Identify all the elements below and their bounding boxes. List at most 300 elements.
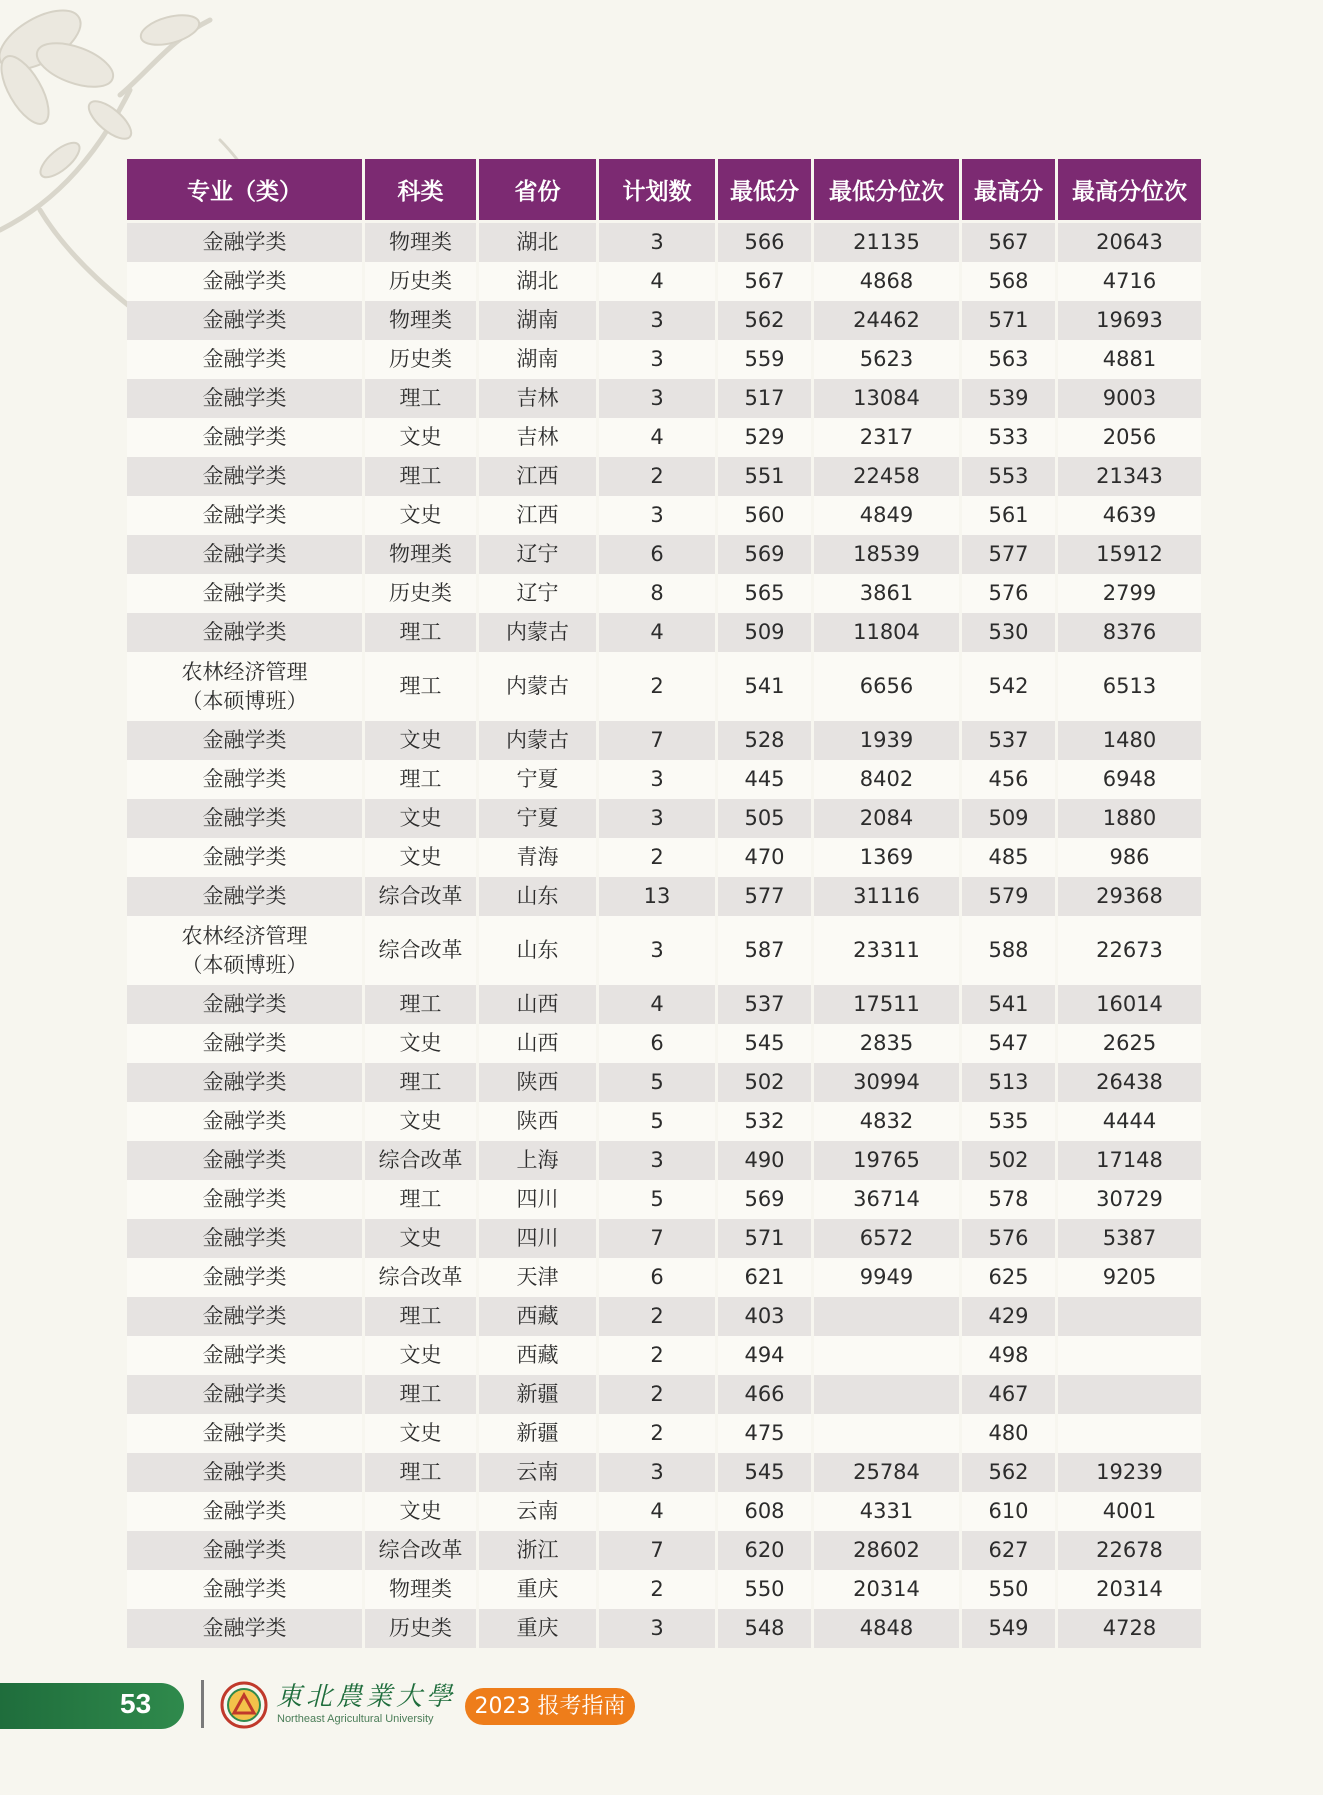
table-cell: 2835 [814,1024,959,1063]
table-cell: 吉林 [479,379,596,418]
table-cell: 4868 [814,262,959,301]
table-cell: 490 [718,1141,811,1180]
table-cell: 历史类 [365,262,476,301]
table-cell: 4001 [1058,1492,1201,1531]
table-cell: 农林经济管理 （本硕博班） [127,916,362,985]
table-cell: 13 [599,877,715,916]
column-header: 科类 [365,159,476,223]
table-cell: 金融学类 [127,1453,362,1492]
column-header: 最低分位次 [814,159,959,223]
table-cell: 文史 [365,838,476,877]
table-cell: 569 [718,1180,811,1219]
table-cell: 金融学类 [127,223,362,262]
university-name-cn: 東北農業大學 [276,1682,457,1712]
table-cell: 金融学类 [127,418,362,457]
table-cell: 金融学类 [127,838,362,877]
table-cell: 549 [962,1609,1055,1648]
table-cell: 456 [962,760,1055,799]
table-cell: 567 [962,223,1055,262]
table-cell: 4444 [1058,1102,1201,1141]
table-cell: 21343 [1058,457,1201,496]
table-cell: 辽宁 [479,535,596,574]
table-cell: 1480 [1058,721,1201,760]
table-cell [1058,1375,1201,1414]
table-cell: 608 [718,1492,811,1531]
table-cell: 577 [962,535,1055,574]
table-cell: 517 [718,379,811,418]
table-cell [1058,1336,1201,1375]
table-cell: 28602 [814,1531,959,1570]
table-row [127,1609,1201,1648]
table-cell: 4 [599,1492,715,1531]
table-cell: 20314 [1058,1570,1201,1609]
table-cell: 576 [962,574,1055,613]
admission-score-table-container [127,159,1198,1648]
table-cell: 7 [599,1531,715,1570]
table-row [127,496,1201,535]
table-cell: 529 [718,418,811,457]
table-row [127,223,1201,262]
table-cell: 理工 [365,985,476,1024]
table-cell: 新疆 [479,1414,596,1453]
table-cell: 2056 [1058,418,1201,457]
table-cell: 553 [962,457,1055,496]
table-cell: 30729 [1058,1180,1201,1219]
table-cell: 3 [599,496,715,535]
table-cell: 1939 [814,721,959,760]
table-cell: 22458 [814,457,959,496]
table-cell: 550 [962,1570,1055,1609]
table-cell: 6656 [814,652,959,721]
guide-badge: 2023 报考指南 [465,1688,635,1725]
table-cell: 历史类 [365,574,476,613]
table-cell: 2 [599,1570,715,1609]
table-cell: 568 [962,262,1055,301]
table-cell: 金融学类 [127,457,362,496]
table-row [127,760,1201,799]
table-cell: 2625 [1058,1024,1201,1063]
table-cell: 4728 [1058,1609,1201,1648]
table-row [127,1570,1201,1609]
table-cell: 19239 [1058,1453,1201,1492]
table-cell: 金融学类 [127,1063,362,1102]
table-cell: 563 [962,340,1055,379]
table-cell: 综合改革 [365,1531,476,1570]
table-cell: 金融学类 [127,799,362,838]
table-row [127,1492,1201,1531]
table-cell: 内蒙古 [479,613,596,652]
table-cell: 9003 [1058,379,1201,418]
table-cell: 3 [599,1609,715,1648]
table-cell: 576 [962,1219,1055,1258]
table-cell: 539 [962,379,1055,418]
table-cell: 3861 [814,574,959,613]
table-cell: 485 [962,838,1055,877]
table-cell: 物理类 [365,535,476,574]
table-cell: 重庆 [479,1609,596,1648]
university-logo-icon [220,1681,268,1729]
table-cell: 3 [599,916,715,985]
table-cell: 文史 [365,1102,476,1141]
table-cell: 545 [718,1024,811,1063]
table-row [127,877,1201,916]
table-cell: 宁夏 [479,760,596,799]
table-cell: 物理类 [365,1570,476,1609]
table-cell: 513 [962,1063,1055,1102]
table-row [127,1180,1201,1219]
table-row [127,1024,1201,1063]
table-cell: 22678 [1058,1531,1201,1570]
table-cell: 1880 [1058,799,1201,838]
table-cell: 3 [599,1453,715,1492]
table-row [127,457,1201,496]
column-header: 省份 [479,159,596,223]
table-row [127,1141,1201,1180]
table-cell: 湖南 [479,301,596,340]
table-cell: 17148 [1058,1141,1201,1180]
table-cell: 550 [718,1570,811,1609]
table-cell: 文史 [365,721,476,760]
table-cell: 综合改革 [365,877,476,916]
table-cell: 山西 [479,1024,596,1063]
table-cell: 四川 [479,1219,596,1258]
column-header: 最高分位次 [1058,159,1201,223]
table-cell [814,1375,959,1414]
table-cell [814,1414,959,1453]
table-cell: 8376 [1058,613,1201,652]
table-cell: 1369 [814,838,959,877]
table-row [127,1258,1201,1297]
table-cell: 535 [962,1102,1055,1141]
table-cell: 综合改革 [365,1258,476,1297]
table-cell: 理工 [365,760,476,799]
table-cell: 山东 [479,877,596,916]
table-cell: 6 [599,1258,715,1297]
table-cell: 537 [962,721,1055,760]
table-cell: 4881 [1058,340,1201,379]
table-row [127,535,1201,574]
table-cell: 4331 [814,1492,959,1531]
table-cell: 4 [599,985,715,1024]
table-cell: 467 [962,1375,1055,1414]
table-cell: 3 [599,760,715,799]
table-cell: 5 [599,1180,715,1219]
table-cell: 29368 [1058,877,1201,916]
table-cell: 四川 [479,1180,596,1219]
table-cell: 湖北 [479,262,596,301]
table-cell: 文史 [365,418,476,457]
table-cell: 494 [718,1336,811,1375]
table-cell: 浙江 [479,1531,596,1570]
table-header [127,159,1201,223]
table-cell: 云南 [479,1492,596,1531]
table-cell: 金融学类 [127,613,362,652]
table-cell: 文史 [365,799,476,838]
column-header: 最高分 [962,159,1055,223]
table-cell: 3 [599,223,715,262]
table-cell: 986 [1058,838,1201,877]
table-cell: 7 [599,721,715,760]
table-cell: 宁夏 [479,799,596,838]
table-cell: 4 [599,418,715,457]
table-row [127,1219,1201,1258]
table-cell: 历史类 [365,1609,476,1648]
table-cell: 19693 [1058,301,1201,340]
table-cell: 559 [718,340,811,379]
table-cell: 588 [962,916,1055,985]
footer-divider [201,1680,204,1728]
table-row [127,838,1201,877]
table-cell: 金融学类 [127,1180,362,1219]
table-cell: 湖北 [479,223,596,262]
table-cell: 22673 [1058,916,1201,985]
table-cell: 466 [718,1375,811,1414]
table-cell: 辽宁 [479,574,596,613]
table-cell: 15912 [1058,535,1201,574]
table-cell: 21135 [814,223,959,262]
table-cell: 498 [962,1336,1055,1375]
table-cell: 4639 [1058,496,1201,535]
table-row [127,1102,1201,1141]
table-cell: 610 [962,1492,1055,1531]
table-cell: 金融学类 [127,877,362,916]
table-cell: 江西 [479,496,596,535]
table-cell: 金融学类 [127,1414,362,1453]
table-cell: 2 [599,838,715,877]
table-row [127,613,1201,652]
table-row [127,721,1201,760]
page-number: 53 [120,1688,152,1719]
table-cell: 5623 [814,340,959,379]
table-cell: 13084 [814,379,959,418]
table-row [127,262,1201,301]
table-cell: 6 [599,1024,715,1063]
table-cell: 7 [599,1219,715,1258]
table-cell: 566 [718,223,811,262]
table-row [127,1453,1201,1492]
table-cell: 620 [718,1531,811,1570]
table-cell: 571 [962,301,1055,340]
table-cell: 农林经济管理 （本硕博班） [127,652,362,721]
table-cell: 532 [718,1102,811,1141]
table-cell: 金融学类 [127,1375,362,1414]
table-cell: 综合改革 [365,1141,476,1180]
table-cell: 9205 [1058,1258,1201,1297]
table-cell: 4 [599,262,715,301]
table-cell: 530 [962,613,1055,652]
table-cell: 4849 [814,496,959,535]
table-cell: 548 [718,1609,811,1648]
table-cell: 542 [962,652,1055,721]
admission-score-table [124,159,1204,1648]
table-cell: 24462 [814,301,959,340]
table-cell: 562 [962,1453,1055,1492]
table-cell: 金融学类 [127,1258,362,1297]
table-cell: 4848 [814,1609,959,1648]
table-cell: 理工 [365,1180,476,1219]
table-cell: 金融学类 [127,1492,362,1531]
table-cell: 理工 [365,1063,476,1102]
table-cell: 587 [718,916,811,985]
table-cell: 金融学类 [127,574,362,613]
table-cell: 文史 [365,496,476,535]
table-cell: 2799 [1058,574,1201,613]
column-header: 计划数 [599,159,715,223]
table-cell: 533 [962,418,1055,457]
table-cell: 2084 [814,799,959,838]
table-cell: 30994 [814,1063,959,1102]
table-cell: 445 [718,760,811,799]
table-cell: 金融学类 [127,1141,362,1180]
table-cell: 625 [962,1258,1055,1297]
table-row [127,1297,1201,1336]
table-cell: 陕西 [479,1063,596,1102]
table-cell: 内蒙古 [479,652,596,721]
table-cell: 陕西 [479,1102,596,1141]
table-cell: 31116 [814,877,959,916]
table-cell: 5387 [1058,1219,1201,1258]
table-cell: 3 [599,379,715,418]
table-cell: 天津 [479,1258,596,1297]
table-cell: 571 [718,1219,811,1258]
table-cell: 金融学类 [127,1219,362,1258]
table-cell: 金融学类 [127,1336,362,1375]
table-row [127,916,1201,985]
table-cell: 5 [599,1063,715,1102]
table-cell: 25784 [814,1453,959,1492]
table-cell: 23311 [814,916,959,985]
table-cell: 36714 [814,1180,959,1219]
table-row [127,418,1201,457]
table-cell: 545 [718,1453,811,1492]
table-cell: 重庆 [479,1570,596,1609]
table-cell: 理工 [365,1375,476,1414]
table-cell: 2 [599,1336,715,1375]
table-cell: 理工 [365,1297,476,1336]
table-cell: 541 [718,652,811,721]
column-header: 最低分 [718,159,811,223]
table-cell: 5 [599,1102,715,1141]
table-cell: 吉林 [479,418,596,457]
table-cell: 理工 [365,1453,476,1492]
table-cell: 621 [718,1258,811,1297]
table-row [127,301,1201,340]
page-number-bar [0,1683,184,1729]
header-row [127,159,1201,223]
table-cell: 547 [962,1024,1055,1063]
table-cell: 云南 [479,1453,596,1492]
table-cell: 502 [718,1063,811,1102]
table-cell: 江西 [479,457,596,496]
table-cell: 509 [718,613,811,652]
table-body [127,223,1201,1648]
table-cell: 3 [599,1141,715,1180]
table-cell: 金融学类 [127,535,362,574]
table-cell: 541 [962,985,1055,1024]
table-cell: 文史 [365,1219,476,1258]
table-cell: 西藏 [479,1336,596,1375]
table-cell: 8402 [814,760,959,799]
table-cell: 17511 [814,985,959,1024]
table-cell: 4716 [1058,262,1201,301]
table-cell: 562 [718,301,811,340]
table-row [127,1375,1201,1414]
column-header: 专业（类） [127,159,362,223]
table-cell: 金融学类 [127,985,362,1024]
table-cell: 2317 [814,418,959,457]
table-cell: 金融学类 [127,301,362,340]
table-cell: 505 [718,799,811,838]
table-cell: 475 [718,1414,811,1453]
table-cell: 金融学类 [127,1609,362,1648]
table-cell [814,1297,959,1336]
table-cell: 537 [718,985,811,1024]
table-cell: 物理类 [365,301,476,340]
table-row [127,574,1201,613]
university-name-en: Northeast Agricultural University [277,1713,434,1725]
table-cell: 578 [962,1180,1055,1219]
table-cell: 文史 [365,1336,476,1375]
table-cell: 2 [599,457,715,496]
table-cell: 26438 [1058,1063,1201,1102]
table-cell [1058,1414,1201,1453]
table-cell: 湖南 [479,340,596,379]
table-cell: 文史 [365,1024,476,1063]
table-cell: 历史类 [365,340,476,379]
table-cell: 579 [962,877,1055,916]
table-row [127,340,1201,379]
table-cell [1058,1297,1201,1336]
table-cell: 480 [962,1414,1055,1453]
table-row [127,1414,1201,1453]
table-cell: 19765 [814,1141,959,1180]
table-cell: 20643 [1058,223,1201,262]
table-cell: 文史 [365,1492,476,1531]
table-cell: 3 [599,301,715,340]
table-cell: 金融学类 [127,379,362,418]
table-cell: 2 [599,1375,715,1414]
table-cell: 金融学类 [127,340,362,379]
table-cell: 金融学类 [127,1531,362,1570]
table-cell: 8 [599,574,715,613]
table-cell: 文史 [365,1414,476,1453]
table-cell: 509 [962,799,1055,838]
table-cell: 理工 [365,652,476,721]
table-cell: 627 [962,1531,1055,1570]
table-cell: 551 [718,457,811,496]
table-cell: 金融学类 [127,1102,362,1141]
table-cell: 6 [599,535,715,574]
table-cell: 4832 [814,1102,959,1141]
table-cell: 金融学类 [127,721,362,760]
table-cell: 20314 [814,1570,959,1609]
table-row [127,1531,1201,1570]
table-cell: 470 [718,838,811,877]
table-cell: 新疆 [479,1375,596,1414]
table-cell: 429 [962,1297,1055,1336]
table-row [127,652,1201,721]
table-row [127,379,1201,418]
table-cell: 金融学类 [127,262,362,301]
table-cell: 502 [962,1141,1055,1180]
table-cell: 569 [718,535,811,574]
table-cell: 上海 [479,1141,596,1180]
table-cell: 6513 [1058,652,1201,721]
table-cell: 3 [599,799,715,838]
table-row [127,1336,1201,1375]
table-cell: 16014 [1058,985,1201,1024]
table-cell: 6948 [1058,760,1201,799]
